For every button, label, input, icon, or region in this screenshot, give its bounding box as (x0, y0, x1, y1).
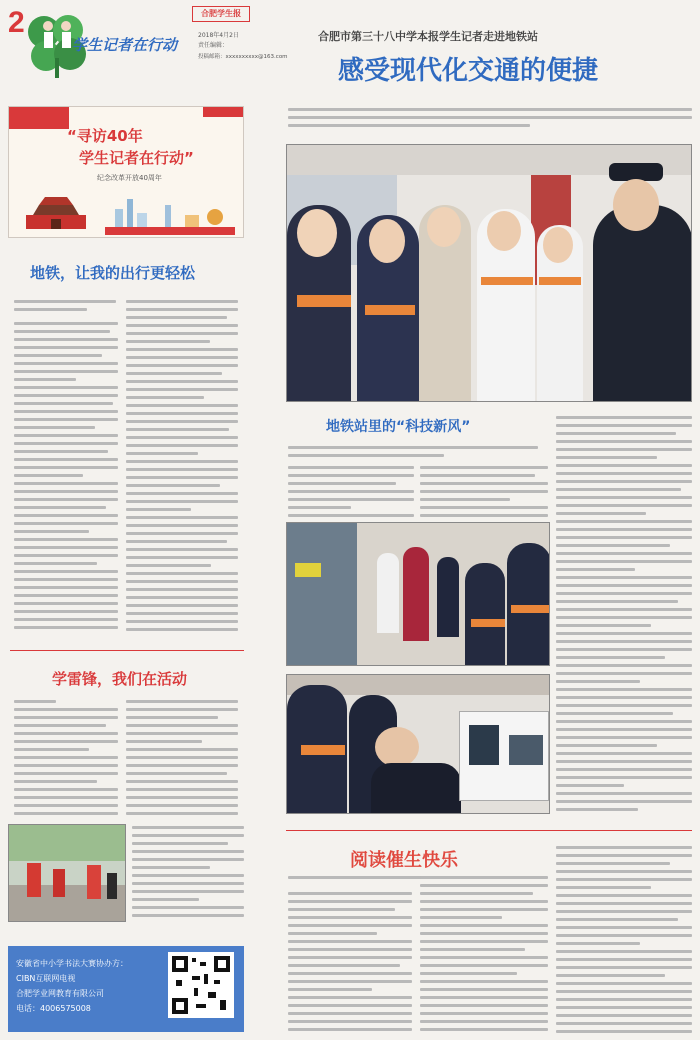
left-article2-col1-body (14, 700, 118, 818)
left-article-byline (14, 300, 118, 316)
tiananmen-illustration (21, 193, 91, 233)
left-article-headline: 地铁，让我的出行更轻松 (30, 264, 196, 282)
bottom-article-headline: 阅读催生快乐 (350, 850, 458, 871)
sponsor-box (8, 946, 244, 1032)
main-kicker: 合肥市第三十八中学本报学生记者走进地铁站 (318, 30, 538, 43)
main-headline: 感受现代化交通的便捷 (338, 56, 599, 86)
qr-code-icon (168, 952, 234, 1018)
banner-subtitle: 纪念改革开放40周年 (97, 174, 162, 182)
left-article2-headline: 学雷锋，我们在活动 (52, 670, 188, 688)
banner (8, 106, 244, 238)
sponsor-line2: CIBN互联网电视 (16, 974, 76, 983)
date-line: 2018年4月2日 (198, 32, 239, 39)
main-intro (288, 108, 692, 138)
banner-right-ribbon (203, 107, 243, 117)
banner-title-line1: “寻访40年 (67, 127, 143, 145)
email-line: 投稿邮箱：xxxxxxxxxx@163.com (198, 54, 288, 60)
mid-article-col3-body (556, 416, 692, 812)
main-divider (286, 830, 692, 831)
page-number: 2 (8, 6, 25, 39)
lei-feng-photo (8, 824, 126, 922)
photo-ticket-gates (286, 522, 550, 666)
mid-article-col2-body (420, 466, 548, 520)
left-article-col2-body (126, 300, 238, 640)
photo-ticket-machine (286, 674, 550, 814)
section-title: 学生记者在行动 (72, 36, 178, 54)
skyline-illustration (105, 191, 235, 235)
bottom-article-col3-body (556, 846, 692, 1034)
left-article2-col2-body (126, 700, 238, 818)
left-divider (10, 650, 244, 651)
bottom-article-col1-body (288, 892, 412, 1034)
mid-article-byline (288, 446, 548, 462)
banner-title-line2: 学生记者在行动” (79, 149, 194, 167)
left-article-col1-body (14, 322, 118, 640)
sponsor-line3: 合肥学业网教育有限公司 (16, 989, 104, 998)
banner-left-ribbon (9, 107, 69, 129)
mid-article-headline: 地铁站里的“科技新风” (326, 419, 471, 435)
sponsor-line4: 电话：4006575008 (16, 1004, 91, 1013)
mid-article-col1-body (288, 466, 414, 520)
masthead (0, 0, 290, 90)
editor-line: 责任编辑： (198, 42, 229, 49)
paper-name-stamp: 合肥学生报 (192, 6, 250, 22)
main-photo-subway-station (286, 144, 692, 402)
sponsor-line1: 安徽省中小学书法大赛协办方： (16, 959, 128, 968)
bottom-article-col2-body (420, 876, 548, 1034)
left-article2-col3-body (132, 826, 244, 922)
